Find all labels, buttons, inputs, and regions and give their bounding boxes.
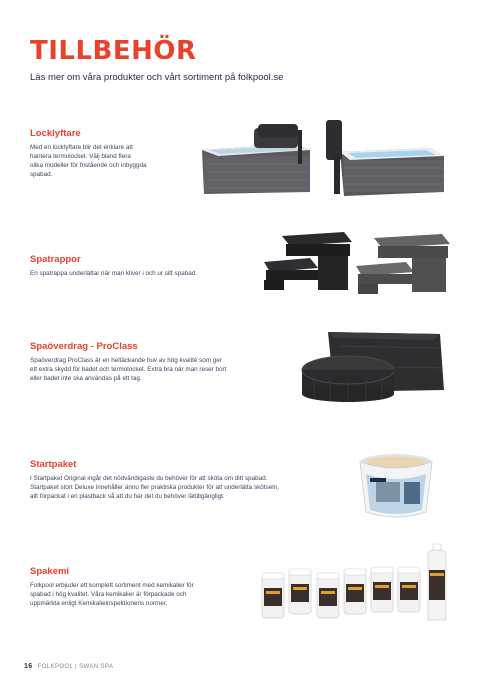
section-line: ett extra skydd för badet och termolocket. Extra bra när man reser bort xyxy=(30,366,227,373)
section-title-spakemi: Spakemi xyxy=(30,566,70,577)
section-body-spatrappor xyxy=(30,269,197,278)
section-line: uppmärkta enligt Kemikalieinspektionens normer. xyxy=(30,600,168,607)
spa-cover-photo xyxy=(300,326,448,404)
section-title-locklyftare: Locklyftare xyxy=(30,128,81,139)
section-body-spaoverdrag xyxy=(30,356,226,383)
section-line: En spatrappa underlättar när man kliver i och ur sitt spabad. xyxy=(30,270,197,277)
page-subtitle: Läs mer om våra produkter och vårt sortiment på folkpool.se xyxy=(30,72,284,83)
section-body-locklyftare xyxy=(30,143,147,179)
spa-steps-photo xyxy=(260,228,452,300)
section-body-startpaket xyxy=(30,474,279,501)
section-title-spatrappor: Spatrappor xyxy=(30,254,81,265)
page-footer xyxy=(24,663,113,670)
section-line: spabad. xyxy=(30,171,53,178)
footer-text: FOLKPOOL | SWAN SPA xyxy=(37,664,114,670)
section-line: allt förpackat i en plastback så att du har det du behöver lättillgängligt. xyxy=(30,493,225,500)
section-line: spabad i hög kvalitet. Våra kemikalier är förpackade och xyxy=(30,591,187,598)
section-line: Spaöverdrag ProClass är en heltäckande huv av hög kvalité som ger xyxy=(30,357,222,364)
section-line: Folkpool erbjuder ett komplett sortiment med kemikalier för xyxy=(30,582,194,589)
section-title-spaoverdrag: Spaöverdrag - ProClass xyxy=(30,341,138,352)
chemicals-photo xyxy=(258,540,450,626)
page-number: 16 xyxy=(24,663,33,670)
section-line: Startpaket stort Deluxe innehåller ännu fler praktiska produkter för att underlätta skötseln, xyxy=(30,484,279,491)
starter-kit-photo xyxy=(356,452,438,522)
section-title-startpaket: Startpaket xyxy=(30,459,77,470)
page-title: TILLBEHÖR xyxy=(30,36,197,66)
section-line: olika modeller för fristående och inbyggda xyxy=(30,162,147,169)
section-line: eller badet inte ska användas på ett tag. xyxy=(30,375,142,382)
cover-lifter-photo xyxy=(198,116,446,200)
section-line: hantera termolocket. Välj bland flera xyxy=(30,153,131,160)
section-line: Med en locklyftare blir det enklare att xyxy=(30,144,133,151)
section-body-spakemi xyxy=(30,581,194,608)
section-line: I Startpaket Original ingår det nödvändigaste du behöver för att sköta om ditt spabad. xyxy=(30,475,268,482)
